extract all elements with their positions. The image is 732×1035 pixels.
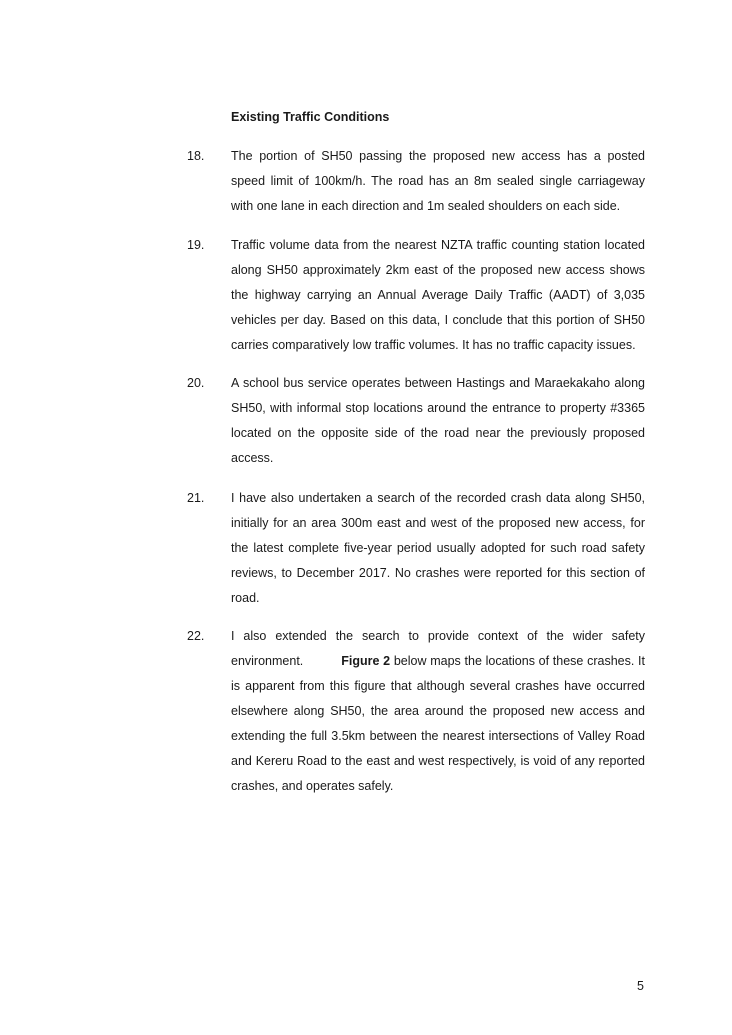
paragraph-text (231, 624, 645, 799)
paragraph-text-end: below maps the locations of these crashes. It is apparent from this figure that although several crashes have occurred elsewhere along SH50, the area around the proposed new access and extending the full 3.5km between the nearest intersections of Valley Road and Kereru Road to the east and west respectively, is void of any reported crashes, and operates safely. (231, 654, 645, 793)
paragraph-text: I have also undertaken a search of the recorded crash data along SH50, initially for an area 300m east and west of the proposed new access, for the latest complete five-year period usually adopted for such road safety reviews, to December 2017. No crashes were reported for this section of road. (231, 491, 645, 605)
paragraph-22 (187, 624, 645, 799)
paragraph-text: The portion of SH50 passing the proposed new access has a posted speed limit of 100km/h. The road has an 8m sealed single carriageway with one lane in each direction and 1m sealed shoulders on each side. (231, 149, 645, 213)
paragraph-18 (187, 144, 645, 219)
paragraph-21 (187, 486, 645, 611)
page-number: 5 (637, 979, 644, 993)
paragraph-number: 20. (187, 376, 205, 390)
paragraph-text-start: I also extended the search to provide context of the wider safety environment. (231, 629, 645, 668)
paragraph-number: 21. (187, 491, 205, 505)
paragraph-text: Traffic volume data from the nearest NZTA traffic counting station located along SH50 approximately 2km east of the proposed new access shows the highway carrying an Annual Average Daily Traffic (AADT) of 3,035 vehicles per day. Based on this data, I conclude that this portion of SH50 carries comparatively low traffic volumes. It has no traffic capacity issues. (231, 238, 645, 352)
section-heading: Existing Traffic Conditions (231, 110, 390, 124)
figure-reference-link: Figure 2 (341, 654, 391, 668)
paragraph-number: 18. (187, 149, 205, 163)
paragraph-text: A school bus service operates between Hastings and Maraekakaho along SH50, with informal stop locations around the entrance to property #3365 located on the opposite side of the road near the previously proposed access. (231, 376, 645, 465)
paragraph-number: 19. (187, 238, 205, 252)
paragraph-number: 22. (187, 629, 205, 643)
paragraph-19 (187, 233, 645, 358)
paragraph-20 (187, 371, 645, 471)
